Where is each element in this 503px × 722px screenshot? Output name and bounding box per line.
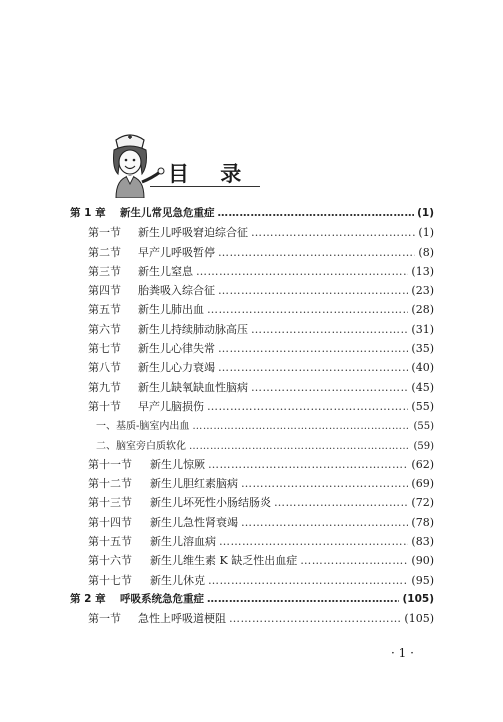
toc-leader-dots bbox=[251, 381, 408, 394]
toc-entry-page: (23) bbox=[411, 284, 434, 298]
page-number: · 1 · bbox=[391, 646, 414, 660]
toc-section-row[interactable] bbox=[70, 282, 434, 301]
toc-section-row[interactable] bbox=[70, 610, 434, 629]
toc-leader-dots bbox=[207, 400, 408, 413]
toc-section-row[interactable] bbox=[70, 321, 434, 340]
toc-leader-dots bbox=[189, 441, 410, 452]
toc-entry-page: (1) bbox=[418, 226, 434, 240]
toc-entry-number: 第十节 bbox=[88, 399, 121, 413]
toc-entry-page: (72) bbox=[411, 496, 434, 510]
toc-entry-title: 新生儿维生素 K 缺乏性出血症 bbox=[150, 554, 298, 568]
toc-entry-page: (45) bbox=[411, 380, 434, 394]
toc-entry-number: 第 2 章 bbox=[70, 592, 106, 605]
toc-leader-dots bbox=[218, 284, 408, 297]
toc-entry-title: 一、基质-脑室内出血 bbox=[96, 421, 190, 433]
toc-entry-page: (8) bbox=[418, 245, 434, 259]
toc-entry-number: 第十二节 bbox=[88, 477, 132, 491]
toc-entry-number: 第十一节 bbox=[88, 457, 132, 471]
toc-section-row[interactable] bbox=[70, 494, 434, 513]
toc-leader-dots bbox=[229, 612, 401, 625]
toc-leader-dots bbox=[218, 207, 415, 219]
toc-entry-number: 第九节 bbox=[88, 380, 121, 394]
toc-section-row[interactable] bbox=[70, 398, 434, 417]
toc-entry-title: 早产儿脑损伤 bbox=[138, 399, 204, 413]
toc-leader-dots bbox=[300, 554, 408, 567]
toc-leader-dots bbox=[218, 361, 408, 374]
toc-section-row[interactable] bbox=[70, 552, 434, 571]
toc-entry-number: 第四节 bbox=[88, 284, 121, 298]
toc-entry-title: 新生儿持续肺动脉高压 bbox=[138, 322, 248, 336]
toc-subsection-row[interactable] bbox=[70, 437, 434, 456]
title-underline bbox=[150, 186, 260, 187]
toc-chapter-row[interactable] bbox=[70, 205, 434, 224]
toc-entry-title: 新生儿坏死性小肠结肠炎 bbox=[150, 496, 271, 510]
toc-leader-dots bbox=[274, 496, 408, 509]
toc-leader-dots bbox=[192, 421, 410, 432]
toc-entry-title: 呼吸系统急危重症 bbox=[120, 592, 204, 605]
toc-entry-number: 第十六节 bbox=[88, 554, 132, 568]
toc-section-row[interactable] bbox=[70, 359, 434, 378]
toc-section-row[interactable] bbox=[70, 263, 434, 282]
toc-entry-title: 新生儿常见急危重症 bbox=[120, 207, 215, 219]
toc-entry-page: (59) bbox=[413, 440, 434, 452]
toc-entry-number: 第二节 bbox=[88, 245, 121, 259]
toc-entry-title: 新生儿惊厥 bbox=[150, 457, 205, 471]
page-title: 目 录 bbox=[168, 161, 254, 186]
toc-entry-number: 第三节 bbox=[88, 264, 121, 278]
toc-entry-page: (78) bbox=[411, 515, 434, 529]
toc-leader-dots bbox=[208, 458, 408, 471]
toc-entry-title: 新生儿休克 bbox=[150, 573, 205, 587]
toc-entry-page: (83) bbox=[411, 535, 434, 549]
toc-leader-dots bbox=[218, 246, 415, 259]
toc-entry-title: 二、脑室旁白质软化 bbox=[96, 440, 186, 452]
toc-entry-number: 第七节 bbox=[88, 342, 121, 356]
toc-section-row[interactable] bbox=[70, 456, 434, 475]
toc-entry-page: (105) bbox=[404, 612, 434, 626]
toc-header bbox=[100, 128, 280, 198]
toc-section-row[interactable] bbox=[70, 224, 434, 243]
toc-entry-page: (105) bbox=[402, 592, 434, 605]
toc-subsection-row[interactable] bbox=[70, 417, 434, 436]
toc-section-row[interactable] bbox=[70, 301, 434, 320]
toc-section-row[interactable] bbox=[70, 572, 434, 591]
toc-entry-number: 第十四节 bbox=[88, 515, 132, 529]
toc-leader-dots bbox=[241, 516, 408, 529]
toc-entry-page: (31) bbox=[411, 322, 434, 336]
toc-entry-page: (28) bbox=[411, 303, 434, 317]
toc-entry-title: 新生儿胆红素脑病 bbox=[150, 477, 238, 491]
toc-entry-title: 新生儿溶血病 bbox=[150, 535, 216, 549]
toc-leader-dots bbox=[207, 303, 408, 316]
toc-entry-title: 新生儿窒息 bbox=[138, 264, 193, 278]
toc-leader-dots bbox=[219, 535, 408, 548]
toc-entry-page: (35) bbox=[411, 342, 434, 356]
toc-entry-number: 第五节 bbox=[88, 303, 121, 317]
toc-leader-dots bbox=[218, 342, 408, 355]
toc-entry-page: (69) bbox=[411, 477, 434, 491]
toc-entry-number: 第十七节 bbox=[88, 573, 132, 587]
toc-entry-page: (40) bbox=[411, 361, 434, 375]
table-of-contents bbox=[70, 205, 434, 630]
toc-entry-page: (13) bbox=[411, 264, 434, 278]
toc-chapter-row[interactable] bbox=[70, 591, 434, 610]
toc-section-row[interactable] bbox=[70, 475, 434, 494]
toc-entry-title: 胎粪吸入综合征 bbox=[138, 284, 215, 298]
toc-entry-number: 第十三节 bbox=[88, 496, 132, 510]
toc-leader-dots bbox=[241, 477, 408, 490]
toc-entry-page: (1) bbox=[417, 207, 434, 219]
toc-entry-title: 早产儿呼吸暂停 bbox=[138, 245, 215, 259]
toc-entry-page: (95) bbox=[411, 573, 434, 587]
toc-entry-title: 新生儿肺出血 bbox=[138, 303, 204, 317]
toc-section-row[interactable] bbox=[70, 379, 434, 398]
toc-entry-number: 第八节 bbox=[88, 361, 121, 375]
toc-leader-dots bbox=[196, 265, 408, 278]
toc-leader-dots bbox=[207, 593, 399, 605]
toc-entry-title: 新生儿心律失常 bbox=[138, 342, 215, 356]
toc-entry-number: 第一节 bbox=[88, 226, 121, 240]
toc-section-row[interactable] bbox=[70, 533, 434, 552]
toc-entry-page: (62) bbox=[411, 457, 434, 471]
toc-entry-title: 新生儿急性肾衰竭 bbox=[150, 515, 238, 529]
toc-entry-page: (55) bbox=[411, 399, 434, 413]
toc-entry-title: 新生儿缺氧缺血性脑病 bbox=[138, 380, 248, 394]
toc-entry-title: 新生儿呼吸窘迫综合征 bbox=[138, 226, 248, 240]
nurse-illustration-icon bbox=[100, 128, 170, 198]
toc-entry-number: 第一节 bbox=[88, 612, 121, 626]
toc-leader-dots bbox=[208, 574, 408, 587]
toc-section-row[interactable] bbox=[70, 340, 434, 359]
toc-leader-dots bbox=[251, 226, 415, 239]
toc-leader-dots bbox=[251, 323, 408, 336]
toc-section-row[interactable] bbox=[70, 244, 434, 263]
toc-entry-number: 第十五节 bbox=[88, 535, 132, 549]
toc-entry-page: (55) bbox=[413, 421, 434, 433]
toc-entry-number: 第六节 bbox=[88, 322, 121, 336]
toc-entry-page: (90) bbox=[411, 554, 434, 568]
toc-entry-number: 第 1 章 bbox=[70, 207, 106, 219]
toc-entry-title: 新生儿心力衰竭 bbox=[138, 361, 215, 375]
toc-entry-title: 急性上呼吸道梗阻 bbox=[138, 612, 226, 626]
toc-section-row[interactable] bbox=[70, 514, 434, 533]
